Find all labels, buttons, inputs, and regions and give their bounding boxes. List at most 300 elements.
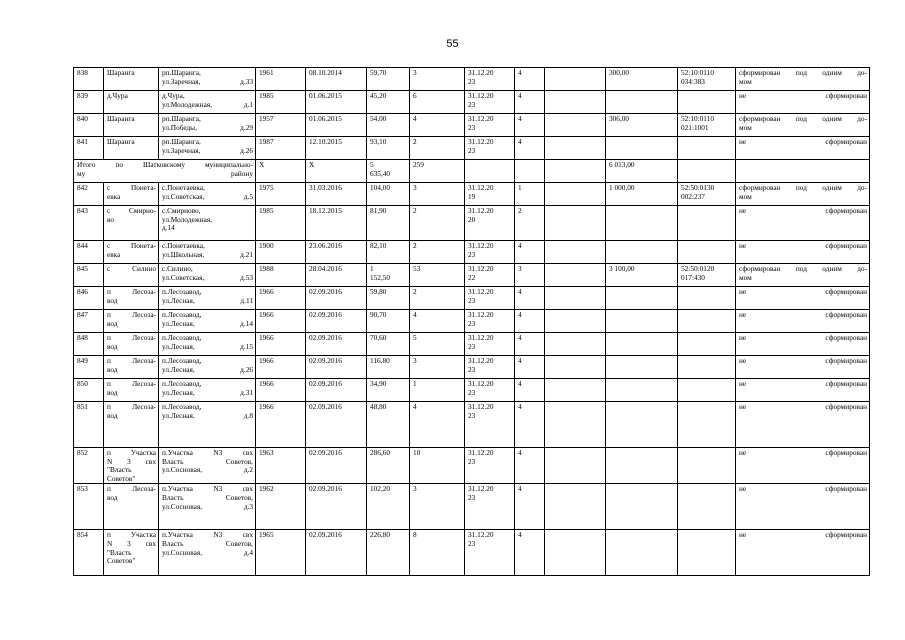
- recognition-date-cell-line: 12.10.2015: [309, 137, 342, 146]
- residents-cell-line: 3: [413, 356, 417, 365]
- build-year-cell: [256, 206, 306, 241]
- empty-col-cell: [545, 68, 606, 91]
- empty-col-cell: [545, 91, 606, 114]
- address-cell-line: рп.Шаранга,: [162, 114, 201, 123]
- land-status-cell-line: не сформирован: [739, 448, 867, 457]
- settlement-cell-line: вод: [107, 295, 118, 305]
- address-cell-line: ул.Молодежная,: [162, 214, 213, 224]
- build-year-cell-line: 1966: [259, 287, 274, 296]
- row-number-cell-line: 838: [77, 68, 88, 77]
- resettlement-deadline-cell-line: 31.12.20: [468, 287, 494, 296]
- cadastral-number-cell-line: 52:10:0110: [681, 68, 714, 77]
- area-cell: [367, 379, 410, 402]
- settlement-cell-line: п Лесоза-: [107, 484, 156, 494]
- settlement-cell: [104, 264, 159, 287]
- land-status-cell: [736, 333, 870, 356]
- stage-cell-line: 4: [518, 310, 522, 319]
- residents-cell: [410, 206, 465, 241]
- stage-cell: [515, 91, 545, 114]
- address-cell-line: п.Лесозавод,: [162, 402, 202, 411]
- address-cell-line: п.Лесозавод,: [162, 333, 202, 342]
- settlement-cell-line: п Лесоза-: [107, 310, 156, 319]
- total-label-cell-line: му району: [77, 168, 253, 178]
- cadastral-number-cell: [678, 287, 736, 310]
- resettlement-deadline-cell-line: 23: [468, 99, 476, 109]
- residents-cell: [410, 379, 465, 402]
- land-status-cell-line: не сформирован: [739, 241, 867, 250]
- recognition-date-cell-line: 08.10.2014: [309, 68, 342, 77]
- address-cell-line: п.Участка N3 свх: [162, 448, 253, 457]
- stage-cell-line: 4: [518, 287, 522, 296]
- area-cell: [367, 402, 410, 448]
- cadastral-number-cell: [678, 264, 736, 287]
- cadastral-number-cell: [678, 183, 736, 206]
- recognition-date-cell-line: 28.04.2016: [309, 264, 342, 273]
- build-year-cell: [256, 356, 306, 379]
- residents-cell: [410, 402, 465, 448]
- total-residents-cell: [410, 160, 465, 183]
- land-status-cell-line: не сформирован: [739, 530, 867, 540]
- stage-cell: [515, 114, 545, 137]
- empty-col-cell: [545, 114, 606, 137]
- row-number-cell-line: 842: [77, 183, 88, 192]
- resettlement-deadline-cell: [465, 264, 515, 287]
- recognition-date-cell-line: 02.09.2016: [309, 484, 342, 494]
- land-status-cell: [736, 91, 870, 114]
- resettlement-deadline-cell: [465, 530, 515, 576]
- settlement-cell-line: евка: [107, 191, 121, 201]
- address-cell: [159, 241, 256, 264]
- row-number-cell-line: 852: [77, 448, 88, 457]
- build-year-cell: [256, 287, 306, 310]
- stage-cell-line: 4: [518, 448, 522, 457]
- land-status-cell-line: не сформирован: [739, 402, 867, 411]
- build-year-cell: [256, 183, 306, 206]
- row-number-cell-line: 849: [77, 356, 88, 365]
- recognition-date-cell-line: 02.09.2016: [309, 310, 342, 319]
- resettlement-deadline-cell: [465, 484, 515, 530]
- area-cell: [367, 484, 410, 530]
- settlement-cell-line: Шаранга: [107, 137, 135, 146]
- residents-cell-line: 6: [413, 91, 417, 100]
- land-area-cell-line: 300,00: [609, 68, 630, 77]
- residents-cell: [410, 287, 465, 310]
- settlement-cell: [104, 530, 159, 576]
- table-row: [74, 287, 870, 310]
- address-cell: [159, 264, 256, 287]
- cadastral-number-cell-line: 034:383: [681, 76, 705, 86]
- address-cell: [159, 530, 256, 576]
- total-deadline-cell: [465, 160, 515, 183]
- address-cell-line: д.Чура,: [162, 91, 185, 100]
- resettlement-deadline-cell-line: 31.12.20: [468, 356, 494, 365]
- land-status-cell: [736, 310, 870, 333]
- recognition-date-cell: [306, 206, 367, 241]
- settlement-cell-line: вод: [107, 364, 118, 374]
- row-number-cell-line: 847: [77, 310, 88, 319]
- build-year-cell: [256, 137, 306, 160]
- area-cell-line: 1: [370, 264, 374, 273]
- cadastral-number-cell: [678, 68, 736, 91]
- land-status-cell-line: не сформирован: [739, 484, 867, 494]
- stage-cell: [515, 402, 545, 448]
- recognition-date-cell-line: 31.03.2016: [309, 183, 342, 192]
- settlement-cell: [104, 402, 159, 448]
- build-year-cell: [256, 379, 306, 402]
- build-year-cell: [256, 264, 306, 287]
- settlement-cell-line: п Участка: [107, 530, 156, 540]
- stage-cell-line: 4: [518, 137, 522, 146]
- build-year-cell-line: 1961: [259, 68, 274, 77]
- cadastral-number-cell: [678, 241, 736, 264]
- resettlement-deadline-cell: [465, 448, 515, 484]
- recognition-date-cell: [306, 448, 367, 484]
- address-cell: [159, 114, 256, 137]
- settlement-cell-line: п Лесоза-: [107, 356, 156, 365]
- address-cell-line: ул.Лесная, д.14: [162, 318, 253, 328]
- land-area-cell: [606, 310, 678, 333]
- resettlement-deadline-cell-line: 22: [468, 272, 476, 282]
- land-status-cell-line: не сформирован: [739, 356, 867, 365]
- area-cell: [367, 206, 410, 241]
- land-status-cell: [736, 356, 870, 379]
- resettlement-deadline-cell-line: 31.12.20: [468, 530, 494, 540]
- resettlement-deadline-cell-line: 31.12.20: [468, 183, 494, 192]
- resettlement-deadline-cell-line: 23: [468, 76, 476, 86]
- settlement-cell-line: Шаранга: [107, 68, 135, 77]
- address-cell: [159, 356, 256, 379]
- residents-cell: [410, 448, 465, 484]
- settlement-cell-line: д.Чура: [107, 91, 128, 100]
- row-number-cell-line: 841: [77, 137, 88, 146]
- address-cell-line: с.Смирново,: [162, 206, 201, 215]
- table-row: [74, 356, 870, 379]
- table-row: [74, 114, 870, 137]
- row-number-cell: [74, 91, 104, 114]
- address-cell-line: ул.Лесная, д.15: [162, 341, 253, 351]
- settlement-cell: [104, 333, 159, 356]
- recognition-date-cell-line: 18.12.2015: [309, 206, 342, 215]
- stage-cell: [515, 183, 545, 206]
- settlement-cell-line: вод: [107, 492, 118, 502]
- area-cell-line: 34,90: [370, 379, 387, 388]
- settlement-cell-line: с Понета-: [107, 183, 156, 192]
- stage-cell: [515, 448, 545, 484]
- address-cell-line: Власть Советов,: [162, 456, 253, 466]
- build-year-cell-line: 1987: [259, 137, 274, 146]
- address-cell: [159, 183, 256, 206]
- land-status-cell-line: не сформирован: [739, 91, 867, 100]
- land-status-cell: [736, 114, 870, 137]
- build-year-cell: [256, 310, 306, 333]
- cadastral-number-cell-line: 52:50:0130: [681, 183, 715, 192]
- resettlement-deadline-cell: [465, 114, 515, 137]
- settlement-cell: [104, 206, 159, 241]
- settlement-cell-line: п Лесоза-: [107, 402, 156, 411]
- total-area-cell-line: 5: [370, 160, 374, 169]
- registry-table: [73, 67, 870, 576]
- resettlement-deadline-cell-line: 23: [468, 456, 476, 466]
- build-year-cell-line: 1965: [259, 530, 274, 540]
- settlement-cell-line: N 3 свх: [107, 456, 156, 466]
- stage-cell: [515, 206, 545, 241]
- recognition-date-cell: [306, 484, 367, 530]
- row-number-cell-line: 844: [77, 241, 88, 250]
- stage-cell-line: 4: [518, 379, 522, 388]
- row-number-cell: [74, 448, 104, 484]
- stage-cell-line: 2: [518, 206, 522, 215]
- settlement-cell-line: вод: [107, 341, 118, 351]
- recognition-date-cell: [306, 183, 367, 206]
- residents-cell-line: 8: [413, 530, 417, 540]
- residents-cell: [410, 183, 465, 206]
- land-status-cell-line: не сформирован: [739, 137, 867, 146]
- empty-col-cell: [545, 484, 606, 530]
- area-cell-line: 45,20: [370, 91, 387, 100]
- build-year-cell-line: 1957: [259, 114, 274, 123]
- address-cell: [159, 91, 256, 114]
- resettlement-deadline-cell-line: 23: [468, 538, 476, 548]
- total-date-cell-line: Х: [309, 160, 315, 169]
- settlement-cell-line: Шаранга: [107, 114, 135, 123]
- address-cell-line: ул.Лесная, д.31: [162, 387, 253, 397]
- address-cell: [159, 287, 256, 310]
- table-row: [74, 448, 870, 484]
- address-cell-line: ул.Сосновая, д.4: [162, 547, 253, 557]
- settlement-cell-line: с Понета-: [107, 241, 156, 250]
- area-cell-line: 152,50: [370, 272, 391, 282]
- stage-cell-line: 4: [518, 356, 522, 365]
- area-cell: [367, 530, 410, 576]
- resettlement-deadline-cell-line: 23: [468, 318, 476, 328]
- table-row: [74, 402, 870, 448]
- land-status-cell-line: не сформирован: [739, 379, 867, 388]
- row-number-cell: [74, 310, 104, 333]
- build-year-cell: [256, 530, 306, 576]
- settlement-cell-line: евка: [107, 249, 121, 259]
- land-status-cell: [736, 241, 870, 264]
- total-year-cell: [256, 160, 306, 183]
- recognition-date-cell-line: 02.09.2016: [309, 530, 342, 540]
- row-number-cell-line: 843: [77, 206, 88, 215]
- stage-cell-line: 4: [518, 241, 522, 250]
- total-land-cell-line: 6 013,00: [609, 160, 635, 169]
- resettlement-deadline-cell-line: 31.12.20: [468, 264, 494, 273]
- cadastral-number-cell: [678, 206, 736, 241]
- land-status-cell-line: мом: [739, 76, 752, 86]
- residents-cell: [410, 264, 465, 287]
- land-area-cell: [606, 68, 678, 91]
- land-status-cell-line: сформирован под одним до-: [739, 68, 867, 77]
- row-number-cell: [74, 379, 104, 402]
- settlement-cell: [104, 379, 159, 402]
- address-cell-line: с.Понетаевка,: [162, 241, 205, 250]
- resettlement-deadline-cell-line: 31.12.20: [468, 68, 494, 77]
- table-row: [74, 137, 870, 160]
- recognition-date-cell-line: 02.09.2016: [309, 448, 342, 457]
- land-area-cell: [606, 402, 678, 448]
- empty-col-cell: [545, 379, 606, 402]
- address-cell-line: Власть Советов,: [162, 538, 253, 548]
- stage-cell-line: 4: [518, 530, 522, 540]
- empty-col-cell: [545, 530, 606, 576]
- table-row: [74, 379, 870, 402]
- stage-cell: [515, 68, 545, 91]
- area-cell-line: 54,00: [370, 114, 387, 123]
- resettlement-deadline-cell: [465, 333, 515, 356]
- settlement-cell: [104, 287, 159, 310]
- settlement-cell-line: Советов": [107, 556, 136, 566]
- area-cell-line: 286,60: [370, 448, 391, 457]
- land-status-cell-line: мом: [739, 122, 752, 132]
- area-cell-line: 93,10: [370, 137, 387, 146]
- residents-cell: [410, 241, 465, 264]
- residents-cell-line: 4: [413, 402, 417, 411]
- resettlement-deadline-cell-line: 31.12.20: [468, 310, 494, 319]
- recognition-date-cell: [306, 310, 367, 333]
- land-status-cell-line: не сформирован: [739, 310, 867, 319]
- total-residents-cell-line: 259: [413, 160, 424, 169]
- row-number-cell: [74, 183, 104, 206]
- settlement-cell-line: п Лесоза-: [107, 287, 156, 296]
- row-number-cell: [74, 287, 104, 310]
- address-cell-line: с.Силино,: [162, 264, 193, 273]
- residents-cell-line: 2: [413, 241, 417, 250]
- row-number-cell-line: 854: [77, 530, 88, 540]
- address-cell: [159, 402, 256, 448]
- build-year-cell-line: 1975: [259, 183, 274, 192]
- table-row: [74, 183, 870, 206]
- residents-cell-line: 3: [413, 484, 417, 494]
- build-year-cell-line: 1900: [259, 241, 274, 250]
- land-status-cell-line: сформирован под одним до-: [739, 183, 867, 192]
- area-cell-line: 104,00: [370, 183, 391, 192]
- total-label-cell: [74, 160, 256, 183]
- build-year-cell-line: 1966: [259, 402, 274, 411]
- stage-cell: [515, 137, 545, 160]
- land-area-cell: [606, 356, 678, 379]
- row-number-cell: [74, 264, 104, 287]
- residents-cell: [410, 530, 465, 576]
- land-area-cell: [606, 114, 678, 137]
- address-cell-line: ул.Советская, д.53: [162, 272, 253, 282]
- cadastral-number-cell-line: 52:10:0110: [681, 114, 714, 123]
- recognition-date-cell: [306, 137, 367, 160]
- area-cell: [367, 114, 410, 137]
- address-cell: [159, 379, 256, 402]
- settlement-cell-line: п Участка: [107, 448, 156, 457]
- land-status-cell: [736, 183, 870, 206]
- recognition-date-cell: [306, 264, 367, 287]
- table-row: [74, 530, 870, 576]
- settlement-cell-line: "Власть: [107, 465, 132, 475]
- cadastral-number-cell-line: 021:1001: [681, 122, 709, 132]
- recognition-date-cell-line: 02.09.2016: [309, 402, 342, 411]
- resettlement-deadline-cell: [465, 402, 515, 448]
- resettlement-deadline-cell-line: 31.12.20: [468, 333, 494, 342]
- address-cell-line: п.Лесозавод,: [162, 310, 202, 319]
- resettlement-deadline-cell-line: 31.12.20: [468, 379, 494, 388]
- resettlement-deadline-cell-line: 23: [468, 341, 476, 351]
- area-cell: [367, 137, 410, 160]
- total-year-cell-line: Х: [259, 160, 265, 169]
- resettlement-deadline-cell-line: 31.12.20: [468, 484, 494, 494]
- address-cell-line: с.Понетаевка,: [162, 183, 205, 192]
- residents-cell-line: 3: [413, 183, 417, 192]
- area-cell: [367, 68, 410, 91]
- address-cell-line: рп.Шаранга,: [162, 68, 201, 77]
- resettlement-deadline-cell-line: 31.12.20: [468, 114, 494, 123]
- registry-body: [74, 68, 870, 576]
- row-number-cell-line: 845: [77, 264, 88, 273]
- empty-col-cell: [545, 402, 606, 448]
- table-row: [74, 264, 870, 287]
- cadastral-number-cell-line: 002:237: [681, 191, 705, 201]
- row-number-cell: [74, 530, 104, 576]
- recognition-date-cell-line: 01.06.2015: [309, 114, 342, 123]
- recognition-date-cell: [306, 91, 367, 114]
- total-empty-cell: [545, 160, 606, 183]
- cadastral-number-cell: [678, 448, 736, 484]
- stage-cell-line: 4: [518, 114, 522, 123]
- stage-cell-line: 4: [518, 402, 522, 411]
- stage-cell-line: 4: [518, 333, 522, 342]
- residents-cell: [410, 91, 465, 114]
- build-year-cell-line: 1966: [259, 310, 274, 319]
- address-cell: [159, 484, 256, 530]
- table-row: [74, 206, 870, 241]
- table-row: [74, 310, 870, 333]
- settlement-cell-line: п Лесоза-: [107, 379, 156, 388]
- stage-cell-line: 1: [518, 183, 522, 192]
- recognition-date-cell: [306, 356, 367, 379]
- build-year-cell-line: 1963: [259, 448, 274, 457]
- resettlement-deadline-cell-line: 23: [468, 410, 476, 420]
- total-cadastral-cell: [678, 160, 736, 183]
- page-number: 55: [446, 38, 459, 50]
- recognition-date-cell: [306, 379, 367, 402]
- area-cell: [367, 183, 410, 206]
- settlement-cell-line: с Силино: [107, 264, 156, 273]
- resettlement-deadline-cell: [465, 183, 515, 206]
- settlement-cell-line: Советов": [107, 473, 136, 483]
- cadastral-number-cell-line: 017:430: [681, 272, 705, 282]
- land-area-cell: [606, 379, 678, 402]
- table-row: [74, 68, 870, 91]
- resettlement-deadline-cell-line: 20: [468, 214, 476, 224]
- resettlement-deadline-cell-line: 31.12.20: [468, 402, 494, 411]
- residents-cell-line: 10: [413, 448, 421, 457]
- row-number-cell: [74, 114, 104, 137]
- resettlement-deadline-cell-line: 23: [468, 295, 476, 305]
- resettlement-deadline-cell: [465, 287, 515, 310]
- area-cell: [367, 264, 410, 287]
- area-cell-line: 59,80: [370, 287, 387, 296]
- land-status-cell: [736, 530, 870, 576]
- row-number-cell: [74, 68, 104, 91]
- land-status-cell-line: сформирован под одним до-: [739, 114, 867, 123]
- residents-cell-line: 2: [413, 206, 417, 215]
- stage-cell-line: 4: [518, 91, 522, 100]
- settlement-cell: [104, 68, 159, 91]
- area-cell-line: 116,80: [370, 356, 390, 365]
- residents-cell: [410, 333, 465, 356]
- build-year-cell-line: 1985: [259, 91, 274, 100]
- settlement-cell: [104, 484, 159, 530]
- resettlement-deadline-cell-line: 31.12.20: [468, 91, 494, 100]
- land-status-cell: [736, 448, 870, 484]
- address-cell-line: ул.Советская, д.5: [162, 191, 253, 201]
